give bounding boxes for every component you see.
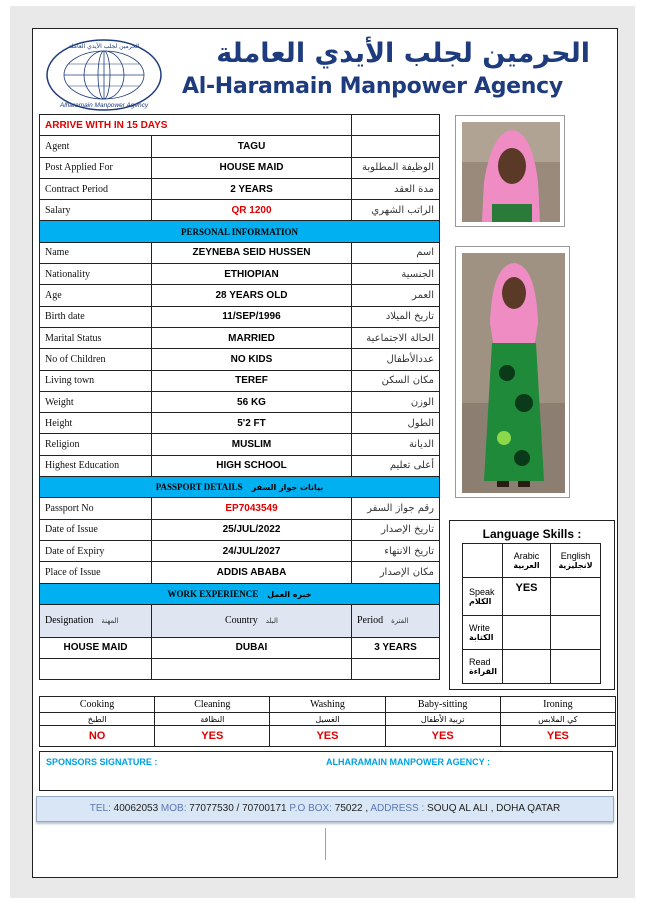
personal-label: Birth date (40, 306, 152, 327)
work-col-period-label-ar: الفترة (391, 617, 409, 626)
personal-label: Age (40, 285, 152, 306)
skill-name: Cleaning (155, 697, 270, 713)
lang-arabic-label-ar: العربية (513, 561, 540, 570)
work-empty-row (40, 659, 440, 680)
arrive-notice: ARRIVE WITH IN 15 DAYS (40, 115, 352, 136)
empty-cell (352, 659, 440, 680)
personal-label: Weight (40, 391, 152, 412)
personal-label-ar: عددالأطفال (352, 349, 440, 370)
personal-row (40, 349, 440, 370)
job-value: TAGU (152, 136, 352, 157)
text-cursor (325, 828, 326, 860)
personal-value: ZEYNEBA SEID HUSSEN (152, 242, 352, 263)
personal-row (40, 306, 440, 327)
arrive-row (40, 115, 440, 136)
personal-value: TEREF (152, 370, 352, 391)
signature-box (39, 751, 613, 791)
personal-value: 11/SEP/1996 (152, 306, 352, 327)
passport-label: Date of Issue (40, 519, 152, 540)
personal-value: MUSLIM (152, 434, 352, 455)
personal-row (40, 242, 440, 263)
personal-row (40, 264, 440, 285)
job-label: Contract Period (40, 178, 152, 199)
passport-label-ar: مكان الإصدار (352, 562, 440, 583)
work-col-designation (40, 604, 152, 637)
passport-label: Passport No (40, 498, 152, 519)
passport-value: EP7043549 (152, 498, 352, 519)
passport-row (40, 498, 440, 519)
agency-signature-label: ALHARAMAIN MANPOWER AGENCY : (326, 757, 490, 767)
skill-name-ar: كي الملابس (500, 713, 615, 726)
job-label-ar: مدة العقد (352, 178, 440, 199)
personal-value: HIGH SCHOOL (152, 455, 352, 476)
full-body-image (462, 253, 565, 493)
lang-speak-label: Speak (469, 587, 495, 597)
lang-speak-arabic-value: YES (503, 578, 551, 616)
personal-label-ar: تاريخ الميلاد (352, 306, 440, 327)
tel-value: 40062053 (110, 803, 161, 814)
work-col-designation-label: Designation (45, 615, 94, 627)
address-label: ADDRESS : (370, 803, 425, 814)
personal-label-ar: أعلى تعليم (352, 455, 440, 476)
personal-label-ar: العمر (352, 285, 440, 306)
skill-value: YES (385, 726, 500, 747)
personal-label: Nationality (40, 264, 152, 285)
lang-arabic-label: Arabic (513, 551, 540, 561)
work-col-country (152, 604, 352, 637)
personal-label-ar: اسم (352, 242, 440, 263)
skills-table (39, 696, 616, 747)
portrait-image (462, 122, 560, 222)
skill-value: YES (270, 726, 385, 747)
personal-info-header-label: PERSONAL INFORMATION (180, 226, 299, 237)
language-skills-title: Language Skills : (482, 527, 582, 541)
job-label: Salary (40, 200, 152, 221)
personal-label: Marital Status (40, 327, 152, 348)
personal-row (40, 327, 440, 348)
job-value: QR 1200 (152, 200, 352, 221)
work-col-designation-label-ar: المهنة (101, 617, 119, 626)
work-experience-header-label-ar: خبره العمل (267, 589, 312, 599)
passport-details-header (40, 477, 440, 498)
skill-name-ar: الطبخ (40, 713, 155, 726)
personal-row (40, 391, 440, 412)
personal-label-ar: مكان السكن (352, 370, 440, 391)
job-label-ar: الراتب الشهري (352, 200, 440, 221)
job-row (40, 157, 440, 178)
candidate-full-photo (455, 246, 570, 498)
personal-label: Living town (40, 370, 152, 391)
job-row (40, 178, 440, 199)
personal-label-ar: الجنسية (352, 264, 440, 285)
personal-value: 56 KG (152, 391, 352, 412)
personal-label-ar: الحالة الاجتماعية (352, 327, 440, 348)
personal-row (40, 370, 440, 391)
contact-footer (36, 796, 614, 822)
skill-name: Baby-sitting (385, 697, 500, 713)
agency-logo (44, 38, 164, 112)
work-experience-header-row (40, 583, 440, 604)
mob-label: MOB: (160, 803, 187, 814)
passport-details-header-row (40, 477, 440, 498)
skill-name-ar: النظافة (155, 713, 270, 726)
passport-label-ar: تاريخ الانتهاء (352, 540, 440, 561)
personal-info-header (40, 221, 440, 242)
lang-write-label: Write (469, 623, 490, 633)
job-value: 2 YEARS (152, 178, 352, 199)
personal-label: Religion (40, 434, 152, 455)
work-entry-row (40, 637, 440, 658)
mob-value: 77077530 / 70700171 (186, 803, 290, 814)
passport-value: 25/JUL/2022 (152, 519, 352, 540)
lang-write-label-ar: الكتابة (469, 633, 494, 642)
passport-value: 24/JUL/2027 (152, 540, 352, 561)
agency-title-english: Al-Haramain Manpower Agency (182, 74, 563, 99)
lang-read-label-ar: القراءة (469, 667, 498, 676)
personal-row (40, 285, 440, 306)
passport-details-header-label-ar: بيانات جواز السفر (251, 483, 324, 493)
work-period-value: 3 YEARS (352, 637, 440, 658)
lang-english-label: English (560, 551, 591, 561)
personal-label-ar: الديانة (352, 434, 440, 455)
personal-value: 5'2 FT (152, 413, 352, 434)
tel-label: TEL: (89, 803, 111, 814)
personal-label: No of Children (40, 349, 152, 370)
passport-row (40, 540, 440, 561)
personal-label: Name (40, 242, 152, 263)
skill-value: NO (40, 726, 155, 747)
personal-label-ar: الوزن (352, 391, 440, 412)
work-experience-header (40, 583, 440, 604)
lang-read-label: Read (469, 657, 491, 667)
lang-speak-label-ar: الكلام (469, 597, 492, 606)
work-col-country-label-ar: البلد (265, 617, 278, 626)
passport-details-header-label: PASSPORT DETAILS (155, 482, 243, 493)
passport-label: Place of Issue (40, 562, 152, 583)
skill-name-ar: الغسيل (270, 713, 385, 726)
candidate-info-table (39, 114, 440, 680)
personal-row (40, 434, 440, 455)
personal-value: 28 YEARS OLD (152, 285, 352, 306)
language-skills-table (462, 543, 601, 684)
address-value: SOUQ AL ALI , DOHA QATAR (424, 803, 561, 814)
work-experience-header-label: WORK EXPERIENCE (167, 588, 259, 599)
candidate-portrait-photo (455, 115, 565, 227)
skill-value: YES (500, 726, 615, 747)
skill-value: YES (155, 726, 270, 747)
work-columns-row (40, 604, 440, 637)
passport-label-ar: تاريخ الإصدار (352, 519, 440, 540)
agency-title-arabic: الحرمين لجلب الأيدي العاملة (216, 38, 590, 69)
sponsor-signature-label: SPONSORS SIGNATURE : (46, 757, 158, 767)
logo-text-ar: الحرمين لجلب الأيدي العاملة (68, 43, 140, 50)
job-value: HOUSE MAID (152, 157, 352, 178)
work-designation-value: HOUSE MAID (40, 637, 152, 658)
language-skills-box (449, 520, 615, 690)
job-row (40, 200, 440, 221)
personal-value: ETHIOPIAN (152, 264, 352, 285)
passport-row (40, 562, 440, 583)
personal-row (40, 455, 440, 476)
empty-cell (40, 659, 152, 680)
work-col-period (352, 604, 440, 637)
passport-label: Date of Expiry (40, 540, 152, 561)
job-row (40, 136, 440, 157)
personal-label: Highest Education (40, 455, 152, 476)
personal-label: Height (40, 413, 152, 434)
pobox-label: P.O BOX: (289, 803, 332, 814)
skill-name: Cooking (40, 697, 155, 713)
pobox-value: 75022 , (332, 803, 371, 814)
personal-label-ar: الطول (352, 413, 440, 434)
skill-name: Washing (270, 697, 385, 713)
personal-value: NO KIDS (152, 349, 352, 370)
passport-row (40, 519, 440, 540)
work-country-value: DUBAI (152, 637, 352, 658)
job-label-ar (352, 136, 440, 157)
logo-text-en: Alharamain Manpower Agency (59, 102, 149, 109)
job-label: Post Applied For (40, 157, 152, 178)
work-col-country-label: Country (225, 615, 258, 627)
skill-name-ar: تربية الأطفال (385, 713, 500, 726)
empty-cell (152, 659, 352, 680)
personal-value: MARRIED (152, 327, 352, 348)
skill-name: Ironing (500, 697, 615, 713)
personal-row (40, 413, 440, 434)
personal-info-header-row (40, 221, 440, 242)
work-col-period-label: Period (357, 615, 384, 627)
lang-english-label-ar: لانجليزية (558, 561, 593, 570)
job-label-ar: الوظيفة المطلوبة (352, 157, 440, 178)
job-label: Agent (40, 136, 152, 157)
passport-label-ar: رقم جواز السفر (352, 498, 440, 519)
passport-value: ADDIS ABABA (152, 562, 352, 583)
